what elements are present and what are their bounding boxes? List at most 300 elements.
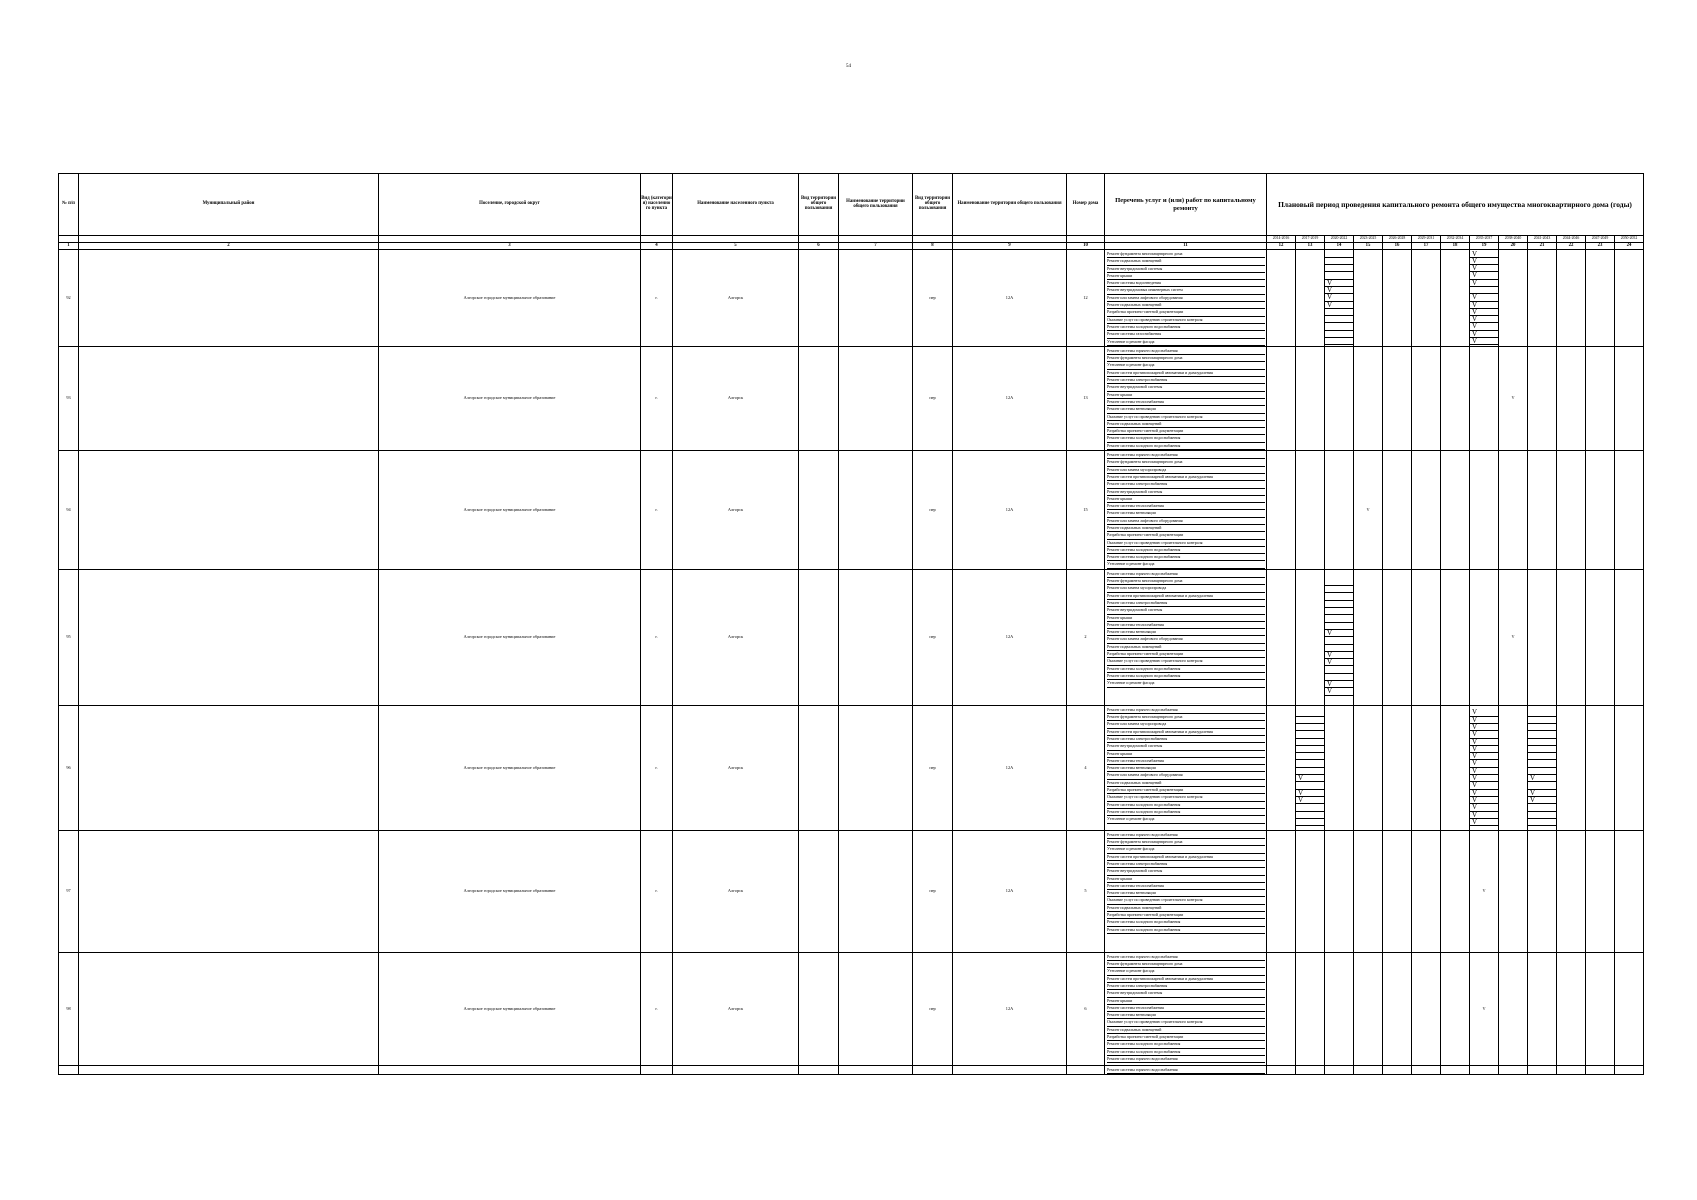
plan-mark: V bbox=[1470, 724, 1498, 731]
period-cell-16 bbox=[1383, 952, 1412, 1065]
territory-name-cell bbox=[839, 952, 913, 1065]
plan-mark: V bbox=[1470, 331, 1498, 338]
plan-mark: V bbox=[1470, 280, 1498, 287]
plan-mark: V bbox=[1470, 251, 1498, 258]
period-cell-13 bbox=[1296, 250, 1325, 347]
header-house-number: Номер дома bbox=[1067, 174, 1105, 236]
period-cell-20 bbox=[1499, 830, 1528, 952]
work-item: Утепление и ремонт фасада bbox=[1107, 846, 1265, 853]
continued-cell bbox=[1441, 1065, 1470, 1074]
table-row bbox=[59, 705, 1644, 830]
district-cell bbox=[79, 250, 379, 347]
plan-mark: V bbox=[1470, 812, 1498, 819]
work-item: Ремонт систем противопожарной автоматики и дымоудаления bbox=[1107, 854, 1265, 861]
table-row bbox=[59, 830, 1644, 952]
column-number: 12 bbox=[1267, 243, 1296, 250]
plan-mark: V bbox=[1470, 775, 1498, 782]
column-number: 5 bbox=[673, 243, 799, 250]
plan-slot bbox=[1325, 579, 1353, 586]
column-number: 21 bbox=[1528, 243, 1557, 250]
plan-slot bbox=[1528, 753, 1556, 760]
territory-kind-cell bbox=[799, 830, 839, 952]
plan-mark: V bbox=[1325, 630, 1353, 637]
continued-cell bbox=[1557, 1065, 1586, 1074]
plan-mark: V bbox=[1325, 287, 1353, 294]
work-item: Разработка проектно-сметной документации bbox=[1107, 309, 1265, 316]
house-number-cell: 2 bbox=[1067, 569, 1105, 705]
column-number: 14 bbox=[1325, 243, 1354, 250]
territory-kind-cell bbox=[799, 451, 839, 570]
work-item: Ремонт систем противопожарной автоматики и дымоудаления bbox=[1107, 593, 1265, 600]
period-cell-12 bbox=[1267, 952, 1296, 1065]
column-number: 2 bbox=[79, 243, 379, 250]
street-name-cell: 12А bbox=[953, 705, 1067, 830]
period-cell-24 bbox=[1615, 830, 1644, 952]
work-item: Ремонт внутридомовой системы bbox=[1107, 607, 1265, 614]
street-kind-cell: пер bbox=[913, 830, 953, 952]
table-body bbox=[59, 250, 1644, 1075]
plan-slot bbox=[1296, 724, 1324, 731]
street-kind-cell: пер bbox=[913, 705, 953, 830]
period-cell-22 bbox=[1557, 250, 1586, 347]
works-list bbox=[1105, 569, 1267, 705]
house-number-cell: 5 bbox=[1067, 830, 1105, 952]
column-number: 24 bbox=[1615, 243, 1644, 250]
work-item: Ремонт внутридомовой системы bbox=[1107, 489, 1265, 496]
works-list bbox=[1105, 346, 1267, 450]
territory-name-cell bbox=[839, 830, 913, 952]
period-cell-17 bbox=[1412, 569, 1441, 705]
work-item: Ремонт систем противопожарной автоматики и дымоудаления bbox=[1107, 729, 1265, 736]
work-item: Ремонт системы электроснабжения bbox=[1107, 736, 1265, 743]
work-item: Ремонт системы холодного водоснабжения bbox=[1107, 809, 1265, 816]
work-item: Ремонт системы горячего водоснабжения bbox=[1107, 1056, 1265, 1063]
work-item: Ремонт подвальных помещений bbox=[1107, 525, 1265, 532]
plan-slot bbox=[1325, 323, 1353, 330]
locality-cell: Алгорск bbox=[673, 451, 799, 570]
work-item: Ремонт системы горячего водоснабжения bbox=[1107, 1067, 1265, 1074]
plan-mark: V bbox=[1470, 265, 1498, 272]
street-name-cell: 12А bbox=[953, 952, 1067, 1065]
row-number: 92 bbox=[59, 250, 79, 347]
work-item: Ремонт системы холодного водоснабжения bbox=[1107, 927, 1265, 934]
plan-slot bbox=[1296, 753, 1324, 760]
locality-kind-cell: г. bbox=[641, 346, 673, 450]
period-cell-20 bbox=[1499, 451, 1528, 570]
works-list bbox=[1105, 451, 1267, 570]
work-item: Ремонт подвальных помещений bbox=[1107, 258, 1265, 265]
row-number: 97 bbox=[59, 830, 79, 952]
work-item: Оказание услуг по проведению строительного контроля bbox=[1107, 658, 1265, 665]
header-plan-period: Плановый период проведения капитального ремонта общего имущества многоквартирного дома (годы) bbox=[1267, 174, 1644, 236]
period-cell-13 bbox=[1296, 952, 1325, 1065]
work-item: Разработка проектно-сметной документации bbox=[1107, 912, 1265, 919]
plan-mark: V bbox=[1325, 652, 1353, 659]
settlement-cell: Алгорское городское муниципальное образование bbox=[379, 451, 641, 570]
plan-mark: V bbox=[1470, 316, 1498, 323]
period-cell-17 bbox=[1412, 346, 1441, 450]
work-item: Ремонт внутридомовой системы bbox=[1107, 743, 1265, 750]
plan-slot bbox=[1296, 717, 1324, 724]
work-item: Ремонт системы холодного водоснабжения bbox=[1107, 554, 1265, 561]
work-item: Ремонт системы теплоснабжения bbox=[1107, 503, 1265, 510]
period-cell-21 bbox=[1528, 250, 1557, 347]
plan-slot bbox=[1325, 666, 1353, 673]
territory-kind-cell bbox=[799, 705, 839, 830]
period-cell-12 bbox=[1267, 451, 1296, 570]
work-item: Разработка проектно-сметной документации bbox=[1107, 428, 1265, 435]
work-item: Ремонт подвальных помещений bbox=[1107, 421, 1265, 428]
period-cell-22 bbox=[1557, 569, 1586, 705]
territory-kind-cell bbox=[799, 569, 839, 705]
house-number-cell: 15 bbox=[1067, 451, 1105, 570]
continued-cell bbox=[953, 1065, 1067, 1074]
work-item: Ремонт системы вентиляции bbox=[1107, 765, 1265, 772]
row-number: 96 bbox=[59, 705, 79, 830]
plan-slot bbox=[1325, 265, 1353, 272]
column-number: 9 bbox=[953, 243, 1067, 250]
work-item: Ремонт системы холодного водоснабжения bbox=[1107, 802, 1265, 809]
work-item: Ремонт системы электроснабжения bbox=[1107, 861, 1265, 868]
plan-mark: V bbox=[1325, 681, 1353, 688]
work-item: Ремонт или замена лифтового оборудования bbox=[1107, 295, 1265, 302]
plan-mark: V bbox=[1354, 451, 1383, 570]
period-cell-21 bbox=[1528, 569, 1557, 705]
period-cell-23 bbox=[1586, 451, 1615, 570]
work-item: Ремонт системы электроснабжения bbox=[1107, 983, 1265, 990]
territory-name-cell bbox=[839, 705, 913, 830]
work-item: Ремонт подвальных помещений bbox=[1107, 644, 1265, 651]
continued-cell bbox=[1528, 1065, 1557, 1074]
continued-cell bbox=[1586, 1065, 1615, 1074]
period-cell-22 bbox=[1557, 451, 1586, 570]
period-cell-24 bbox=[1615, 250, 1644, 347]
period-1: 2014-2016 bbox=[1267, 236, 1296, 243]
work-item: Утепление и ремонт фасада bbox=[1107, 362, 1265, 369]
work-item: Ремонт крыши bbox=[1107, 273, 1265, 280]
period-cell-18 bbox=[1441, 346, 1470, 450]
header-street-name: Наименование территории общего пользования bbox=[953, 174, 1067, 236]
work-item: Ремонт подвальных помещений bbox=[1107, 905, 1265, 912]
period-cell-21 bbox=[1528, 451, 1557, 570]
period-cell-15 bbox=[1354, 952, 1383, 1065]
period-cell-23 bbox=[1586, 830, 1615, 952]
period-cell-19 bbox=[1470, 569, 1499, 705]
plan-slot bbox=[1528, 731, 1556, 738]
work-item: Ремонт системы горячего водоснабжения bbox=[1107, 832, 1265, 839]
plan-slot bbox=[1296, 819, 1324, 826]
plan-mark: V bbox=[1470, 830, 1499, 952]
table-row-continued bbox=[59, 1065, 1644, 1074]
settlement-cell: Алгорское городское муниципальное образование bbox=[379, 569, 641, 705]
territory-name-cell bbox=[839, 250, 913, 347]
plan-mark: V bbox=[1470, 753, 1498, 760]
territory-name-cell bbox=[839, 451, 913, 570]
plan-slot bbox=[1325, 309, 1353, 316]
continued-cell bbox=[673, 1065, 799, 1074]
header-street-kind: Вид территории общего пользования bbox=[913, 174, 953, 236]
plan-mark: V bbox=[1296, 775, 1324, 782]
plan-mark: V bbox=[1470, 709, 1498, 716]
column-number: 19 bbox=[1470, 243, 1499, 250]
period-cell-22 bbox=[1557, 705, 1586, 830]
column-number: 13 bbox=[1296, 243, 1325, 250]
period-5: 2026-2028 bbox=[1383, 236, 1412, 243]
locality-cell: Алгорск bbox=[673, 346, 799, 450]
period-3: 2020-2022 bbox=[1325, 236, 1354, 243]
work-item: Разработка проектно-сметной документации bbox=[1107, 651, 1265, 658]
period-cell-17 bbox=[1412, 705, 1441, 830]
work-item: Ремонт системы холодного водоснабжения bbox=[1107, 666, 1265, 673]
period-cell-13 bbox=[1296, 705, 1325, 830]
plan-mark: V bbox=[1499, 346, 1528, 450]
period-cell-16 bbox=[1383, 346, 1412, 450]
house-number-cell: 13 bbox=[1067, 346, 1105, 450]
work-item: Разработка проектно-сметной документации bbox=[1107, 787, 1265, 794]
locality-kind-cell: г. bbox=[641, 830, 673, 952]
plan-slot bbox=[1296, 746, 1324, 753]
work-item: Ремонт системы горячего водоснабжения bbox=[1107, 452, 1265, 459]
plan-mark: V bbox=[1470, 790, 1498, 797]
period-10: 2041-2043 bbox=[1528, 236, 1557, 243]
column-number: 20 bbox=[1499, 243, 1528, 250]
period-cell-19 bbox=[1470, 250, 1499, 347]
continued-cell bbox=[1383, 1065, 1412, 1074]
work-item: Ремонт системы теплоснабжения bbox=[1107, 399, 1265, 406]
plan-mark: V bbox=[1470, 302, 1498, 309]
work-item: Ремонт системы горячего водоснабжения bbox=[1107, 954, 1265, 961]
period-cell-23 bbox=[1586, 952, 1615, 1065]
plan-mark: V bbox=[1470, 309, 1498, 316]
period-cell-17 bbox=[1412, 952, 1441, 1065]
period-cell-12 bbox=[1267, 346, 1296, 450]
plan-slot bbox=[1325, 338, 1353, 345]
work-item: Оказание услуг по проведению строительного контроля bbox=[1107, 794, 1265, 801]
work-item: Ремонт или замена мусоропровода bbox=[1107, 467, 1265, 474]
column-number: 7 bbox=[839, 243, 913, 250]
plan-slot bbox=[1325, 601, 1353, 608]
work-item: Ремонт системы электроснабжения bbox=[1107, 600, 1265, 607]
district-cell bbox=[79, 569, 379, 705]
plan-mark: V bbox=[1470, 338, 1498, 345]
period-cell-21 bbox=[1528, 952, 1557, 1065]
work-item: Ремонт или замена лифтового оборудования bbox=[1107, 772, 1265, 779]
plan-slot bbox=[1528, 717, 1556, 724]
column-number: 22 bbox=[1557, 243, 1586, 250]
work-item: Ремонт или замена лифтового оборудования bbox=[1107, 518, 1265, 525]
work-item: Ремонт фундамента многоквартирного дома bbox=[1107, 839, 1265, 846]
plan-slot bbox=[1528, 812, 1556, 819]
column-number: 3 bbox=[379, 243, 641, 250]
period-8: 2035-2037 bbox=[1470, 236, 1499, 243]
continued-cell bbox=[1615, 1065, 1644, 1074]
column-number: 8 bbox=[913, 243, 953, 250]
header-territory-kind: Вид территории общего пользования bbox=[799, 174, 839, 236]
plan-mark: V bbox=[1528, 790, 1556, 797]
period-cell-14 bbox=[1325, 952, 1354, 1065]
work-item: Ремонт крыши bbox=[1107, 615, 1265, 622]
header-works: Перечень услуг и (или) работ по капитальному ремонту bbox=[1105, 174, 1267, 236]
work-item: Ремонт системы газоснабжения bbox=[1107, 331, 1265, 338]
work-item: Ремонт системы теплоснабжения bbox=[1107, 883, 1265, 890]
period-cell-12 bbox=[1267, 250, 1296, 347]
row-number: 93 bbox=[59, 346, 79, 450]
plan-mark: V bbox=[1470, 782, 1498, 789]
work-item: Ремонт системы горячего водоснабжения bbox=[1107, 348, 1265, 355]
work-item: Ремонт системы холодного водоснабжения bbox=[1107, 324, 1265, 331]
plan-slot bbox=[1325, 637, 1353, 644]
header-settlement: Поселение, городской округ bbox=[379, 174, 641, 236]
column-number: 6 bbox=[799, 243, 839, 250]
locality-kind-cell: г. bbox=[641, 952, 673, 1065]
work-item: Ремонт системы холодного водоснабжения bbox=[1107, 547, 1265, 554]
works-list bbox=[1105, 952, 1267, 1065]
period-cell-12 bbox=[1267, 705, 1296, 830]
territory-name-cell bbox=[839, 346, 913, 450]
plan-slot bbox=[1325, 258, 1353, 265]
header-territory-name: Наименование территории общего пользования bbox=[839, 174, 913, 236]
period-cell-16 bbox=[1383, 569, 1412, 705]
period-cell-13 bbox=[1296, 451, 1325, 570]
district-cell bbox=[79, 451, 379, 570]
works-list bbox=[1105, 250, 1267, 347]
work-item: Ремонт системы водоотведения bbox=[1107, 280, 1265, 287]
row-number: 94 bbox=[59, 451, 79, 570]
period-2: 2017-2019 bbox=[1296, 236, 1325, 243]
continued-cell bbox=[1499, 1065, 1528, 1074]
settlement-cell: Алгорское городское муниципальное образование bbox=[379, 250, 641, 347]
work-item: Ремонт внутридомовой системы bbox=[1107, 990, 1265, 997]
row-number: 95 bbox=[59, 569, 79, 705]
period-cell-17 bbox=[1412, 250, 1441, 347]
work-item: Ремонт крыши bbox=[1107, 392, 1265, 399]
plan-slot bbox=[1325, 615, 1353, 622]
period-cell-24 bbox=[1615, 952, 1644, 1065]
work-item: Ремонт системы теплоснабжения bbox=[1107, 758, 1265, 765]
work-item: Оказание услуг по проведению строительного контроля bbox=[1107, 317, 1265, 324]
work-item: Ремонт крыши bbox=[1107, 876, 1265, 883]
work-item: Ремонт подвальных помещений bbox=[1107, 302, 1265, 309]
column-number: 11 bbox=[1105, 243, 1267, 250]
period-cell-16 bbox=[1383, 830, 1412, 952]
period-cell-14 bbox=[1325, 830, 1354, 952]
plan-mark: V bbox=[1470, 804, 1498, 811]
work-item: Ремонт внутридомовых инженерных систем bbox=[1107, 287, 1265, 294]
period-cell-22 bbox=[1557, 952, 1586, 1065]
continued-cell bbox=[59, 1065, 79, 1074]
period-cell-15 bbox=[1354, 830, 1383, 952]
plan-mark: V bbox=[1470, 768, 1498, 775]
work-item: Оказание услуг по проведению строительного контроля bbox=[1107, 1019, 1265, 1026]
period-cell-18 bbox=[1441, 705, 1470, 830]
header-locality-kind: Вид (категори я) населенно го пункта bbox=[641, 174, 673, 236]
page-number: 54 bbox=[846, 64, 851, 69]
continued-cell bbox=[641, 1065, 673, 1074]
plan-mark: V bbox=[1528, 775, 1556, 782]
work-item: Ремонт системы теплоснабжения bbox=[1107, 622, 1265, 629]
work-item: Ремонт крыши bbox=[1107, 751, 1265, 758]
work-item: Ремонт системы горячего водоснабжения bbox=[1107, 707, 1265, 714]
work-item: Ремонт внутридомовой системы bbox=[1107, 384, 1265, 391]
plan-mark: V bbox=[1470, 819, 1498, 826]
territory-kind-cell bbox=[799, 250, 839, 347]
plan-mark: V bbox=[1470, 717, 1498, 724]
period-cell-14 bbox=[1325, 569, 1354, 705]
period-cell-21 bbox=[1528, 346, 1557, 450]
street-kind-cell: пер bbox=[913, 451, 953, 570]
work-item: Ремонт системы вентиляции bbox=[1107, 406, 1265, 413]
street-name-cell: 12А bbox=[953, 451, 1067, 570]
work-item: Ремонт фундамента многоквартирного дома bbox=[1107, 961, 1265, 968]
plan-slot bbox=[1296, 731, 1324, 738]
plan-slot bbox=[1528, 724, 1556, 731]
territory-kind-cell bbox=[799, 952, 839, 1065]
row-number: 98 bbox=[59, 952, 79, 1065]
work-item: Ремонт системы вентиляции bbox=[1107, 629, 1265, 636]
street-name-cell: 12А bbox=[953, 346, 1067, 450]
locality-cell: Алгорск bbox=[673, 705, 799, 830]
locality-kind-cell: г. bbox=[641, 451, 673, 570]
house-number-cell: 4 bbox=[1067, 705, 1105, 830]
continued-cell bbox=[1296, 1065, 1325, 1074]
locality-cell: Алгорск bbox=[673, 830, 799, 952]
work-item: Утепление и ремонт фасада bbox=[1107, 680, 1265, 687]
table-row bbox=[59, 346, 1644, 450]
period-cell-14 bbox=[1325, 451, 1354, 570]
plan-mark: V bbox=[1499, 569, 1528, 705]
work-item: Ремонт фундамента многоквартирного дома bbox=[1107, 355, 1265, 362]
locality-cell: Алгорск bbox=[673, 569, 799, 705]
continued-cell bbox=[1067, 1065, 1105, 1074]
work-item: Ремонт системы холодного водоснабжения bbox=[1107, 435, 1265, 442]
street-kind-cell: пер bbox=[913, 952, 953, 1065]
column-number: 18 bbox=[1441, 243, 1470, 250]
period-cell-19 bbox=[1470, 705, 1499, 830]
work-item: Ремонт или замена мусоропровода bbox=[1107, 585, 1265, 592]
period-cell-16 bbox=[1383, 705, 1412, 830]
plan-mark: V bbox=[1470, 746, 1498, 753]
work-item: Ремонт систем противопожарной автоматики и дымоудаления bbox=[1107, 370, 1265, 377]
work-item: Ремонт системы вентиляции bbox=[1107, 890, 1265, 897]
work-item: Разработка проектно-сметной документации bbox=[1107, 532, 1265, 539]
period-13: 2050-2052 bbox=[1615, 236, 1644, 243]
work-item: Ремонт системы холодного водоснабжения bbox=[1107, 673, 1265, 680]
period-4: 2023-2025 bbox=[1354, 236, 1383, 243]
continued-cell bbox=[1267, 1065, 1296, 1074]
plan-slot bbox=[1296, 804, 1324, 811]
plan-slot bbox=[1325, 586, 1353, 593]
period-cell-16 bbox=[1383, 451, 1412, 570]
period-cell-18 bbox=[1441, 952, 1470, 1065]
plan-mark: V bbox=[1325, 302, 1353, 309]
work-item: Оказание услуг по проведению строительного контроля bbox=[1107, 897, 1265, 904]
locality-kind-cell: г. bbox=[641, 569, 673, 705]
work-item: Ремонт подвальных помещений bbox=[1107, 1027, 1265, 1034]
settlement-cell: Алгорское городское муниципальное образование bbox=[379, 952, 641, 1065]
plan-slot bbox=[1528, 739, 1556, 746]
district-cell bbox=[79, 952, 379, 1065]
plan-slot bbox=[1325, 316, 1353, 323]
work-item: Утепление и ремонт фасада bbox=[1107, 561, 1265, 568]
header-locality: Наименование населенного пункта bbox=[673, 174, 799, 236]
street-name-cell: 12А bbox=[953, 569, 1067, 705]
column-number: 10 bbox=[1067, 243, 1105, 250]
plan-slot bbox=[1296, 709, 1324, 716]
continued-cell bbox=[379, 1065, 641, 1074]
settlement-cell: Алгорское городское муниципальное образование bbox=[379, 346, 641, 450]
plan-slot bbox=[1528, 746, 1556, 753]
work-item: Ремонт системы холодного водоснабжения bbox=[1107, 919, 1265, 926]
